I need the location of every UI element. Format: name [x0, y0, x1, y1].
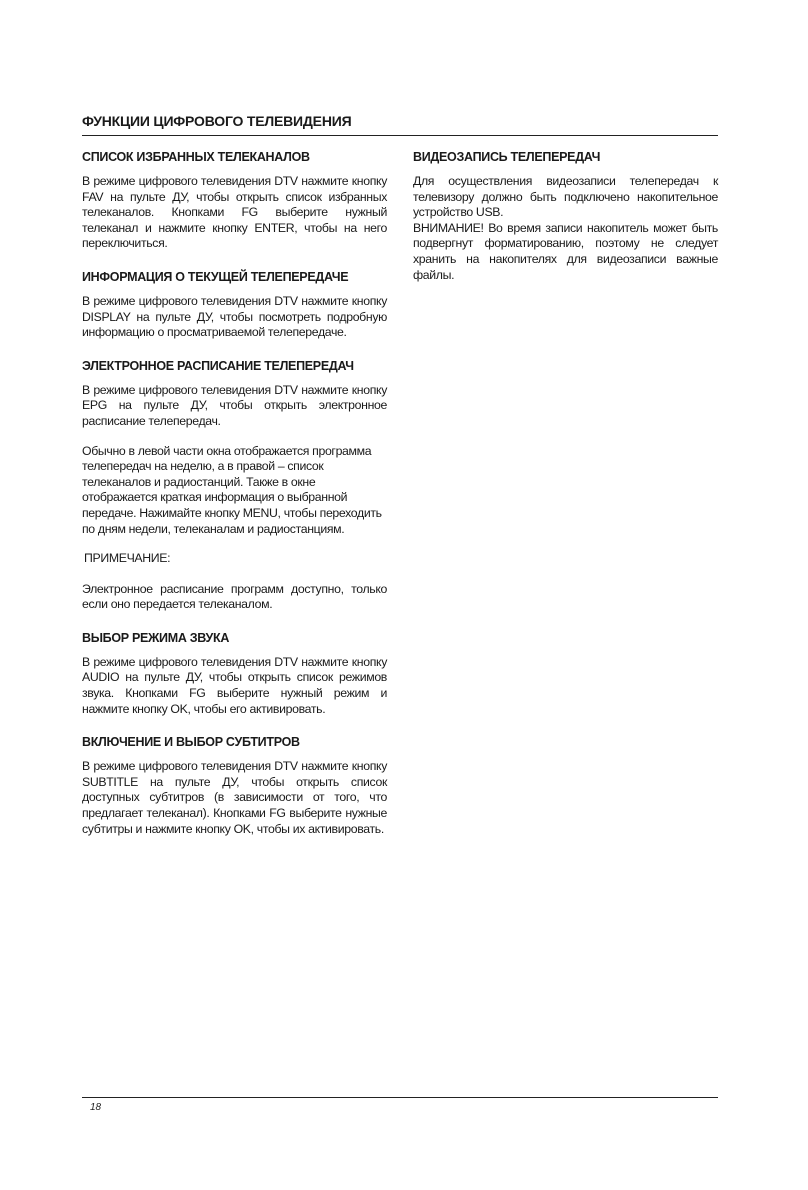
recording-warning: ВНИМАНИЕ! Во время записи накопитель может быть подвергнут форматированию, поэтому не следует хранить на накопителях для видеозаписи важные файлы. — [413, 220, 718, 282]
section-favorites — [82, 150, 387, 252]
subtitles-text: В режиме цифрового телевидения DTV нажмите кнопку SUBTITLE на пульте ДУ, чтобы открыть список доступных субтитров (в зависимости от того, что предлагает телеканал). Кнопками FG выберите нужные субтитры и нажмите кнопку OK, чтобы их активировать. — [82, 759, 387, 836]
epg-heading: ЭЛЕКТРОННОЕ РАСПИСАНИЕ ТЕЛЕПЕРЕДАЧ — [82, 358, 354, 373]
section-audio — [82, 631, 387, 717]
epg-description: Обычно в левой части окна отображается программа телепередач на неделю, а в правой – список телеканалов и радиостанций. Также в окне отображается краткая информация о выбранной передаче. Нажимайте кнопку MENU, чтобы переходить по дням недели, телеканалам и радиостанциям. — [82, 443, 382, 536]
subtitles-heading: ВКЛЮЧЕНИЕ И ВЫБОР СУБТИТРОВ — [82, 735, 300, 750]
audio-text: В режиме цифрового телевидения DTV нажмите кнопку AUDIO на пульте ДУ, чтобы открыть список режимов звука. Кнопками FG выберите нужный режим и нажмите кнопку OK, чтобы его активировать. — [82, 654, 387, 716]
section-epg — [82, 359, 387, 613]
program-info-text: В режиме цифрового телевидения DTV нажмите кнопку DISPLAY на пульте ДУ, чтобы посмотреть подробную информацию о просматриваемой телепередаче. — [82, 293, 387, 340]
epg-text: В режиме цифрового телевидения DTV нажмите кнопку EPG на пульте ДУ, чтобы открыть электронное расписание телепередач. — [82, 382, 387, 428]
footer-divider — [82, 1097, 718, 1098]
page-number: 18 — [90, 1102, 102, 1113]
left-column — [82, 150, 387, 837]
program-info-heading: ИНФОРМАЦИЯ О ТЕКУЩЕЙ ТЕЛЕПЕРЕДАЧЕ — [82, 269, 349, 284]
favorites-text: В режиме цифрового телевидения DTV нажмите кнопку FAV на пульте ДУ, чтобы открыть список избранных телеканалов. Кнопками FG выберите нужный телеканал и нажмите кнопку ENTER, чтобы на него переключиться. — [82, 174, 387, 251]
favorites-heading: СПИСОК ИЗБРАННЫХ ТЕЛЕКАНАЛОВ — [82, 150, 310, 164]
page-title: ФУНКЦИИ ЦИФРОВОГО ТЕЛЕВИДЕНИЯ — [82, 113, 352, 129]
epg-note-text: Электронное расписание программ доступно, только если оно передается телеканалом. — [82, 581, 387, 612]
section-program-info — [82, 270, 387, 341]
section-subtitles — [82, 735, 387, 837]
section-recording — [413, 150, 718, 283]
audio-heading: ВЫБОР РЕЖИМА ЗВУКА — [82, 630, 230, 645]
right-column — [413, 150, 718, 283]
header-divider — [82, 135, 718, 136]
recording-heading: ВИДЕОЗАПИСЬ ТЕЛЕПЕРЕДАЧ — [413, 150, 601, 164]
recording-text: Для осуществления видеозаписи телепередач к телевизору должно быть подключено накопительное устройство USB. — [413, 174, 718, 220]
epg-note-label: ПРИМЕЧАНИЕ: — [84, 551, 171, 566]
